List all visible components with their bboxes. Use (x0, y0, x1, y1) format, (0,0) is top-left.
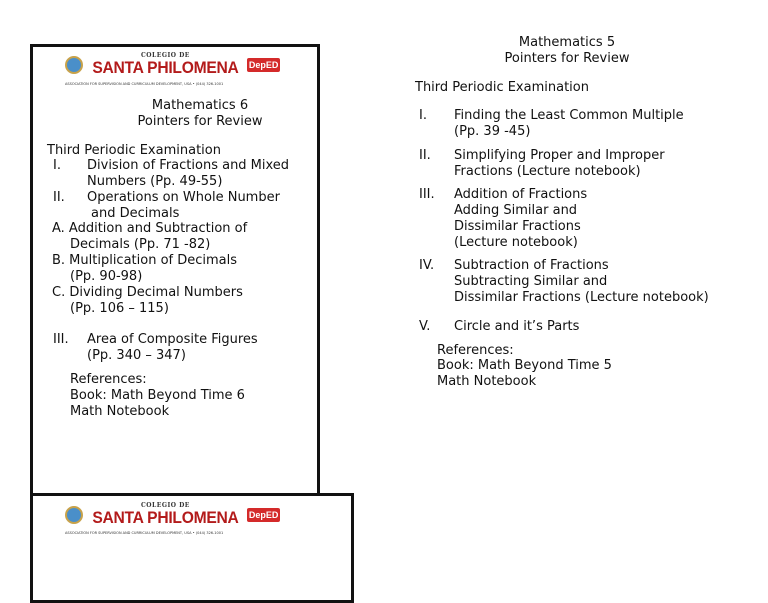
deped-badge-2: DepED (248, 509, 279, 520)
right-item-iii-number: III. (419, 187, 435, 202)
left-item-ii-number: II. (53, 190, 65, 205)
right-item-i-line2: (Pp. 39 -45) (454, 124, 531, 139)
left-item-a-line2: Decimals (Pp. 71 -82) (70, 237, 211, 252)
left-item-i-line2: Numbers (Pp. 49-55) (87, 174, 223, 189)
right-item-iv-line1: Subtraction of Fractions (454, 258, 609, 273)
school-logo (65, 53, 280, 76)
logo-school-name: SANTA PHILOMENA (92, 58, 239, 77)
school-seal-icon (65, 56, 83, 74)
deped-badge: DepED (248, 59, 279, 70)
left-item-iii-line1: Area of Composite Figures (87, 332, 258, 347)
right-references-label: References: (437, 343, 514, 358)
left-reference-book: Book: Math Beyond Time 6 (70, 388, 245, 403)
right-item-ii-line1: Simplifying Proper and Improper (454, 148, 665, 163)
left-item-c-line2: (Pp. 106 – 115) (70, 301, 169, 316)
right-item-iii-line1: Addition of Fractions (454, 187, 588, 202)
left-item-i-number: I. (53, 158, 61, 173)
school-logo-2 (65, 503, 280, 526)
right-item-v-number: V. (419, 319, 431, 334)
right-reference-notebook: Math Notebook (437, 374, 537, 389)
right-item-iv-number: IV. (419, 258, 435, 273)
logo-top-text: COLEGIO DE (141, 52, 190, 59)
left-subtitle: Pointers for Review (137, 114, 263, 129)
right-reference-book: Book: Math Beyond Time 5 (437, 358, 612, 373)
right-item-i-line1: Finding the Least Common Multiple (454, 108, 684, 123)
right-item-v-line1: Circle and it’s Parts (454, 319, 580, 334)
left-references-label: References: (70, 372, 147, 387)
right-item-i-number: I. (419, 108, 427, 123)
left-item-iii-line2: (Pp. 340 – 347) (87, 348, 186, 363)
left-item-c-line1: C. Dividing Decimal Numbers (52, 285, 243, 300)
left-item-b-line1: B. Multiplication of Decimals (52, 253, 238, 268)
left-item-ii-line1: Operations on Whole Number (87, 190, 280, 205)
logo-school-name-2: SANTA PHILOMENA (92, 508, 239, 527)
left-reference-notebook: Math Notebook (70, 404, 170, 419)
right-item-ii-line2: Fractions (Lecture notebook) (454, 164, 641, 179)
logo-tagline-2: ASSOCIATION FOR SUPERVISION AND CURRICULUM DEVELOPMENT, USA • (044) 326-1001 (65, 531, 224, 535)
left-subject-title: Mathematics 6 (151, 98, 249, 113)
right-subtitle: Pointers for Review (504, 51, 630, 66)
right-exam-title: Third Periodic Examination (415, 80, 589, 95)
left-item-a-line1: A. Addition and Subtraction of (52, 221, 248, 236)
logo-tagline: ASSOCIATION FOR SUPERVISION AND CURRICULUM DEVELOPMENT, USA • (044) 326-1001 (65, 82, 224, 86)
left-item-iii-number: III. (53, 332, 69, 347)
right-item-iv-line2: Subtracting Similar and (454, 274, 608, 289)
left-item-ii-line2: and Decimals (91, 206, 180, 221)
left-exam-title: Third Periodic Examination (47, 143, 221, 158)
right-subject-title: Mathematics 5 (518, 35, 616, 50)
right-item-ii-number: II. (419, 148, 431, 163)
right-item-iii-line4: (Lecture notebook) (454, 235, 578, 250)
right-item-iii-line2: Adding Similar and (454, 203, 578, 218)
school-seal-icon-2 (65, 506, 83, 524)
left-item-b-line2: (Pp. 90-98) (70, 269, 143, 284)
left-item-i-line1: Division of Fractions and Mixed (87, 158, 290, 173)
logo-top-text-2: COLEGIO DE (141, 502, 190, 509)
right-item-iii-line3: Dissimilar Fractions (454, 219, 581, 234)
right-item-iv-line3: Dissimilar Fractions (Lecture notebook) (454, 290, 709, 305)
